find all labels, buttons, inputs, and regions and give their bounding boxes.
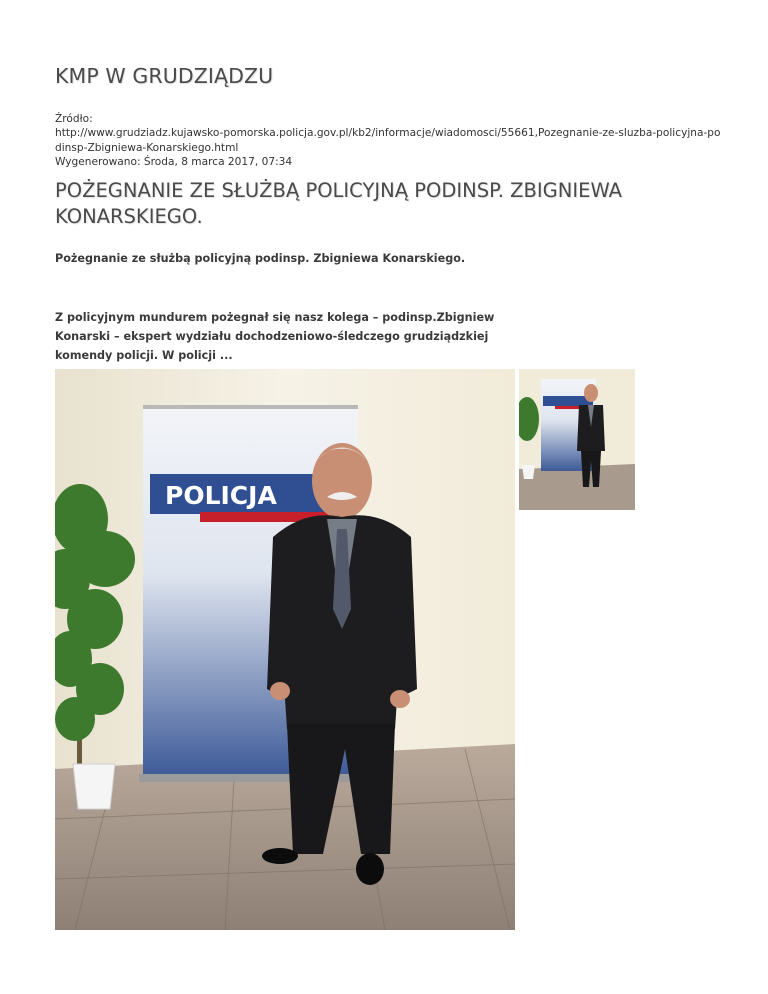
article-intro: Z policyjnym mundurem pożegnał się nasz kolega – podinsp.Zbigniew Konarski – ekspert wydziału dochodzeniowo-śledczego grudziądzkiej komendy policji. W policji ... bbox=[55, 311, 495, 363]
main-photo-image bbox=[55, 369, 515, 930]
article-title: POŻEGNANIE ZE SŁUŻBĄ POLICYJNĄ PODINSP. ZBIGNIEWA KONARSKIEGO. bbox=[55, 179, 622, 228]
source-info bbox=[55, 112, 725, 170]
generated-timestamp: Wygenerowano: Środa, 8 marca 2017, 07:34 bbox=[55, 156, 293, 169]
site-title: KMP W GRUDZIĄDZU bbox=[55, 64, 274, 88]
source-url[interactable]: http://www.grudziadz.kujawsko-pomorska.policja.gov.pl/kb2/informacje/wiadomosci/55661,Pozegnanie-ze-sluzba-policyjna-podinsp-Zbigniewa-Konarskiego.html bbox=[55, 127, 721, 154]
thumbnail-photo-image bbox=[519, 369, 635, 510]
thumbnail-photo[interactable] bbox=[519, 369, 635, 510]
source-label: Źródło: bbox=[55, 113, 93, 125]
article-lead: Pożegnanie ze służbą policyjną podinsp. Zbigniewa Konarskiego. bbox=[55, 252, 466, 265]
banner-text: POLICJA bbox=[165, 481, 277, 510]
main-photo[interactable] bbox=[55, 369, 515, 930]
